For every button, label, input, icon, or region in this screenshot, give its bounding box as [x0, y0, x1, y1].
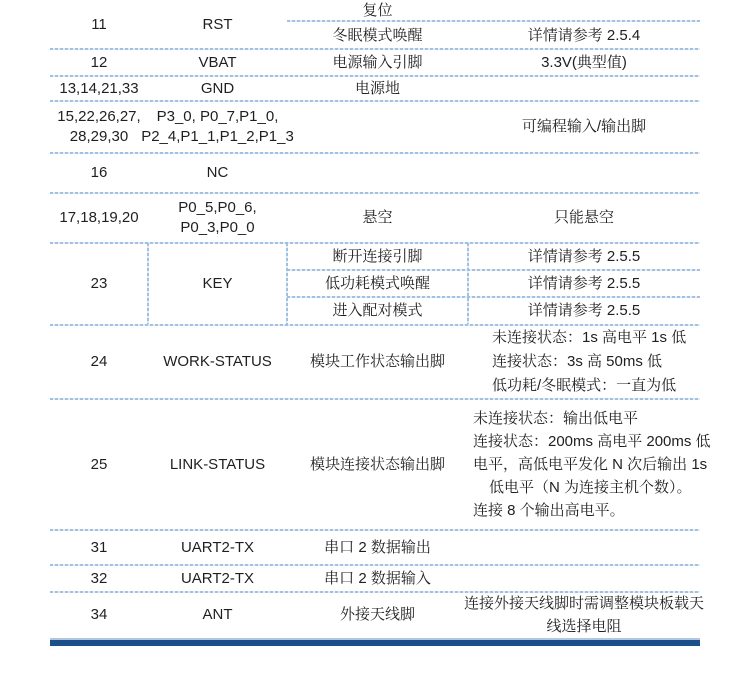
name-cell: VBAT [198, 54, 237, 71]
note-line: 连接外接天线脚时需调整模块板载天 [464, 595, 705, 612]
cell-divider-vertical [286, 243, 288, 325]
pin-cell: 12 [90, 54, 108, 71]
name-cell: ANT [202, 606, 233, 623]
table-row-floating-pins [0, 193, 750, 243]
sub-row-divider [287, 296, 700, 298]
table-row-key [0, 243, 750, 325]
function-cell-disconnect: 断开连接引脚 [332, 247, 423, 265]
name-cell: UART2-TX [180, 569, 255, 587]
pin-line: 15,22,26,27, [57, 108, 141, 125]
note-line: 连接状态：200ms 高电平 200ms 低 [473, 433, 711, 450]
pin-cell: 34 [90, 606, 108, 623]
function-cell: 电源输入引脚 [332, 54, 423, 71]
note-cell: 详情请参考 2.5.5 [527, 274, 641, 292]
function-cell-pairing: 进入配对模式 [332, 302, 423, 319]
name-cell: RST [202, 16, 233, 33]
note-cell [468, 325, 700, 399]
name-cell [148, 193, 287, 243]
function-cell: 电源地 [354, 79, 400, 97]
note-cell: 只能悬空 [553, 209, 614, 226]
name-cell: NC [206, 164, 229, 181]
table-row-pin-11 [0, 0, 750, 50]
function-cell: 模块工作状态输出脚 [309, 353, 445, 370]
note-cell: 详情请参考 2.5.5 [527, 247, 641, 265]
pin-cell [50, 101, 148, 153]
table-row-ant [0, 592, 750, 638]
note-cell [464, 592, 705, 638]
cell-divider-vertical [147, 243, 149, 325]
sub-row-divider [287, 20, 700, 22]
sub-row-divider [287, 269, 700, 271]
pin-cell: 13,14,21,33 [59, 79, 139, 97]
function-cell: 串口 2 数据输入 [324, 569, 431, 587]
pin-cell: 31 [90, 538, 108, 556]
note-cell: 可编程输入/输出脚 [521, 118, 647, 135]
name-cell: WORK-STATUS [163, 353, 272, 370]
name-cell: GND [200, 79, 235, 97]
pin-cell: 32 [90, 569, 108, 587]
note-cell [468, 399, 711, 530]
note-line: 未连接状态：输出低电平 [473, 410, 639, 427]
table-row-pin-32 [0, 565, 750, 592]
function-cell: 外接天线脚 [339, 606, 415, 623]
note-cell: 详情请参考 2.5.4 [527, 26, 641, 44]
table-row-work-status [0, 325, 750, 399]
name-line: P2_4,P1_1,P1_2,P1_3 [141, 128, 294, 145]
note-line: 低电平（N 为连接主机个数）。 [489, 479, 692, 496]
note-line: 电平，高低电平发化 N 次后输出 1s [473, 456, 708, 473]
table-row-pin-16 [0, 153, 750, 193]
function-cell-reset: 复位 [362, 1, 393, 19]
name-cell: KEY [202, 275, 233, 292]
table-row-link-status [0, 399, 750, 530]
pin-cell: 25 [90, 455, 108, 473]
function-cell-lowpower-wake: 低功耗模式唤醒 [324, 274, 430, 292]
note-cell: 3.3V(典型值) [541, 54, 627, 71]
table-row-pin-12 [0, 50, 750, 76]
note-line: 未连接状态：1s 高电平 1s 低 [492, 329, 687, 346]
function-cell: 悬空 [362, 209, 393, 226]
name-line: P3_0, P0_7,P1_0, [156, 108, 279, 125]
table-row-gnd [0, 76, 750, 101]
footer-rule-dark [50, 640, 700, 646]
note-line: 连接 8 个输出高电平。 [473, 502, 625, 519]
name-line: P0_5,P0_6, [178, 199, 257, 216]
function-cell-wake: 冬眠模式唤醒 [332, 26, 423, 44]
function-cell: 串口 2 数据输出 [324, 538, 431, 556]
note-line: 线选择电阻 [546, 618, 622, 635]
note-line: 低功耗/冬眠模式：一直为低 [492, 377, 677, 394]
name-cell [141, 101, 294, 153]
pin-line: 28,29,30 [69, 128, 129, 145]
pin-cell: 17,18,19,20 [59, 209, 139, 226]
table-row-programmable-io [0, 101, 750, 153]
cell-divider-vertical [467, 243, 469, 325]
name-cell: LINK-STATUS [169, 455, 266, 473]
note-cell: 详情请参考 2.5.5 [527, 302, 641, 319]
pin-cell: 23 [90, 275, 108, 292]
name-line: P0_3,P0_0 [180, 219, 255, 236]
function-cell: 模块连接状态输出脚 [309, 455, 445, 473]
table-row-pin-31 [0, 530, 750, 565]
note-line: 连接状态：3s 高 50ms 低 [492, 353, 663, 370]
name-cell: UART2-TX [180, 538, 255, 556]
pin-cell: 16 [90, 164, 108, 181]
pin-cell: 11 [91, 16, 107, 33]
pin-cell: 24 [90, 353, 108, 370]
